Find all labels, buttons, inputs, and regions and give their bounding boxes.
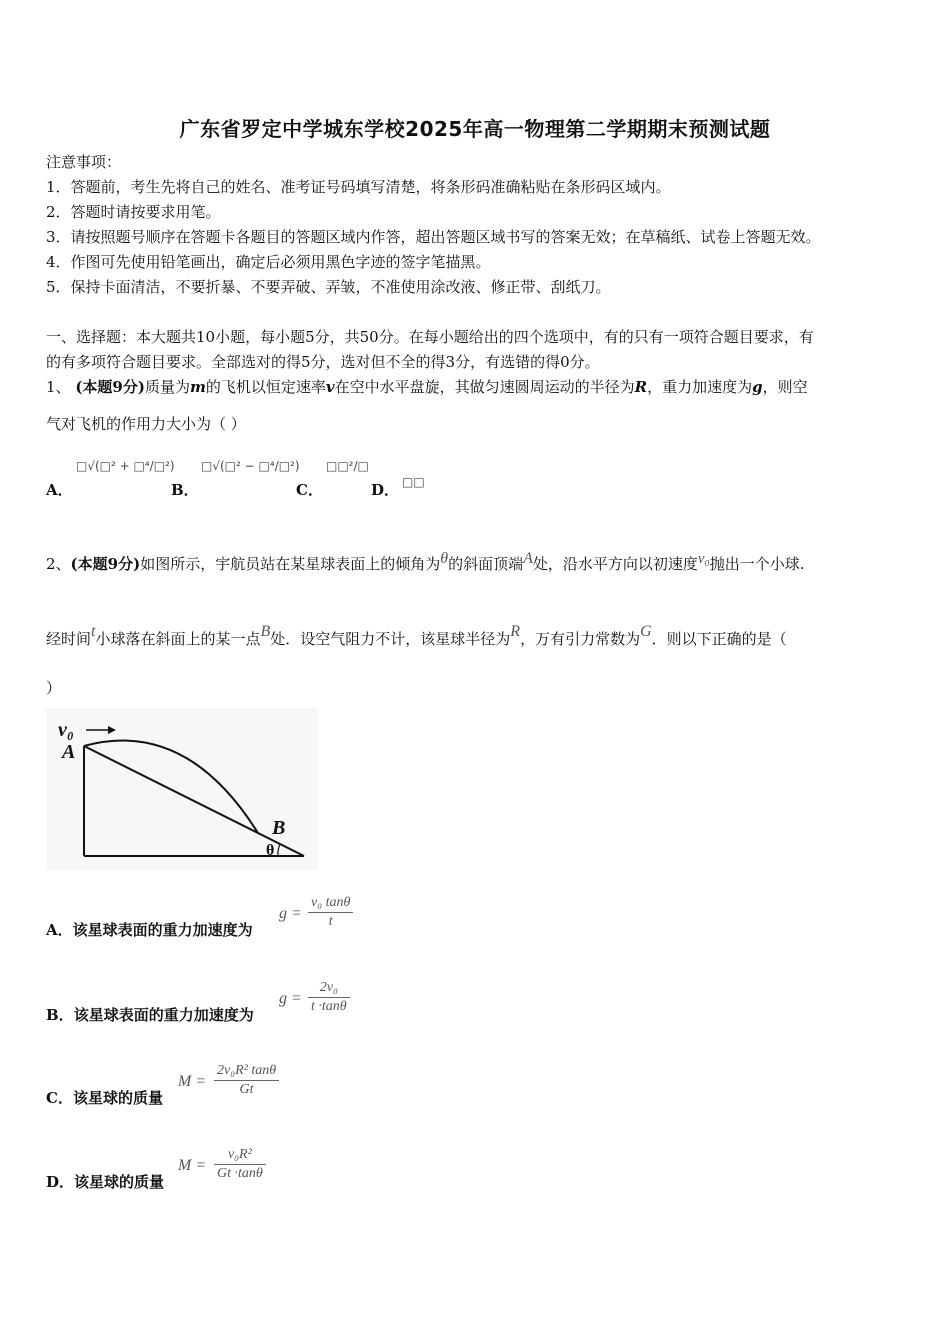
q1-var-m: m xyxy=(189,378,206,396)
notice-item-5: 5．保持卡面清洁，不要折暴、不要弄破、弄皱，不准使用涂改液、修正带、刮纸刀。 xyxy=(46,278,611,296)
q2-option-a-label: A． xyxy=(46,921,73,939)
q2-var-A: A xyxy=(523,550,533,567)
q1-option-c-label: C． xyxy=(296,481,323,499)
q1-text: ，重力加速度为 xyxy=(647,378,753,396)
q2-option-b-fraction xyxy=(308,979,350,1016)
q2-score: (本题9分) xyxy=(70,555,141,573)
notice-item-3: 3．请按照题号顺序在答题卡各题目的答题区域内作答，超出答题区域书写的答案无效；在草稿纸、试卷上答题无效。 xyxy=(46,228,821,246)
q2-option-a-fraction xyxy=(308,894,353,931)
q2-var-G: G xyxy=(640,623,652,640)
q2-option-a-lhs: g = xyxy=(279,905,302,922)
q1-option-b-label: B． xyxy=(171,481,199,499)
q1-option-a-label: A． xyxy=(46,481,73,499)
q2-number: 2、 xyxy=(46,555,71,573)
q2-line2 xyxy=(46,623,787,650)
q2-option-c-text: 该星球的质量 xyxy=(72,1089,163,1107)
q2-option-a-numerator: v₀ tanθ xyxy=(308,894,353,913)
q2-text: ，万有引力常数为 xyxy=(520,630,641,648)
q2-option-b-denominator: t ·tanθ xyxy=(311,999,347,1014)
q2-var-R: R xyxy=(510,623,521,640)
q2-text: 经时间 xyxy=(46,630,92,648)
q1-option-d-label: D． xyxy=(371,481,400,499)
q2-text: 处．设空气阻力不计，该星球半径为 xyxy=(270,630,511,648)
q2-option-d-text: 该星球的质量 xyxy=(74,1173,165,1191)
q1-text: 的飞机以恒定速率 xyxy=(205,378,326,396)
q2-var-B: B xyxy=(260,623,271,640)
q2-option-d-text-wrap xyxy=(46,1172,164,1192)
q2-text: 的斜面顶端 xyxy=(448,555,524,573)
figure-background xyxy=(46,708,318,870)
q2-var-t: t xyxy=(91,623,96,640)
q2-option-c-lhs: M = xyxy=(178,1073,207,1090)
q1-score: (本题9分) xyxy=(75,378,145,396)
section-intro-line1: 一、选择题：本大题共10小题，每小题5分，共50分。在每小题给出的四个选项中，有的只有一项符合题目要求，有 xyxy=(46,328,814,346)
q2-option-c-denominator: Gt xyxy=(239,1082,254,1097)
q1-var-R: R xyxy=(634,378,648,396)
q2-option-d-label: D． xyxy=(46,1173,75,1191)
q2-text: ．则以下正确的是（ xyxy=(651,630,787,648)
q1-text: ，则空 xyxy=(762,378,808,396)
q1-option-a-formula: □√(□² + □⁴/□²) xyxy=(76,459,175,473)
q1-option-d-formula: □□ xyxy=(402,475,425,489)
notice-item-1: 1．答题前，考生先将自己的姓名、准考证号码填写清楚，将条形码准确粘贴在条形码区域内。 xyxy=(46,178,671,196)
label-theta: θ xyxy=(266,842,275,859)
q2-text: 处，沿水平方向以初速度 xyxy=(532,555,698,573)
q2-line3: ） xyxy=(46,679,62,697)
incline-figure xyxy=(46,708,318,870)
q2-var-v0: v₀ xyxy=(697,551,710,567)
q2-option-c-label: C． xyxy=(46,1089,73,1107)
q2-option-c-numerator: 2v₀R² tanθ xyxy=(214,1062,279,1081)
q2-option-d-numerator: v₀R² xyxy=(214,1146,266,1165)
label-A: A xyxy=(62,741,76,763)
q2-option-b-text: 该星球表面的重力加速度为 xyxy=(73,1006,254,1024)
q2-option-a-denominator: t xyxy=(328,914,333,929)
page-title: 广东省罗定中学城东学校2025年高一物理第二学期期末预测试题 xyxy=(179,117,771,141)
q1-option-c-formula: □□²/□ xyxy=(326,459,369,473)
q1-line2: 气对飞机的作用力大小为（ ） xyxy=(46,415,246,433)
q2-text: 小球落在斜面上的某一点 xyxy=(95,630,261,648)
q2-option-d-fraction xyxy=(214,1146,266,1183)
notice-item-4: 4．作图可先使用铅笔画出，确定后必须用黑色字迹的签字笔描黑。 xyxy=(46,253,491,271)
q2-option-d-denominator: Gt ·tanθ xyxy=(217,1166,263,1181)
section-intro-line2: 的有多项符合题目要求。全部选对的得5分，选对但不全的得3分，有选错的得0分。 xyxy=(46,353,600,371)
q2-option-a-text-wrap xyxy=(46,920,253,940)
q2-option-c-fraction xyxy=(214,1062,279,1099)
q1-option-b-formula: □√(□² − □⁴/□²) xyxy=(201,459,300,473)
q1-var-v: v xyxy=(325,378,335,396)
q1-number: 1、 xyxy=(46,378,71,396)
q2-text: 如图所示，宇航员站在某星球表面上的倾角为 xyxy=(140,555,441,573)
notice-item-2: 2．答题时请按要求用笔。 xyxy=(46,203,221,221)
label-v0: v₀ xyxy=(58,719,74,741)
q2-text: 抛出一个小球. xyxy=(709,555,805,573)
q2-option-b-numerator: 2v₀ xyxy=(308,979,350,998)
q2-option-c-text-wrap xyxy=(46,1088,163,1108)
q1-var-g: g xyxy=(752,378,763,396)
q2-option-b-text-wrap xyxy=(46,1005,254,1025)
label-B: B xyxy=(272,817,286,839)
q2-var-theta: θ xyxy=(440,550,449,567)
q2-line1 xyxy=(46,550,805,575)
q1-text: 在空中水平盘旋，其做匀速圆周运动的半径为 xyxy=(334,378,635,396)
q2-option-b-label: B． xyxy=(46,1006,74,1024)
q1-line1 xyxy=(46,377,808,397)
q1-text: 质量为 xyxy=(144,378,190,396)
notice-heading: 注意事项： xyxy=(46,153,122,171)
q2-option-d-lhs: M = xyxy=(178,1157,207,1174)
q2-option-a-text: 该星球表面的重力加速度为 xyxy=(72,921,253,939)
q2-option-b-lhs: g = xyxy=(279,990,302,1007)
